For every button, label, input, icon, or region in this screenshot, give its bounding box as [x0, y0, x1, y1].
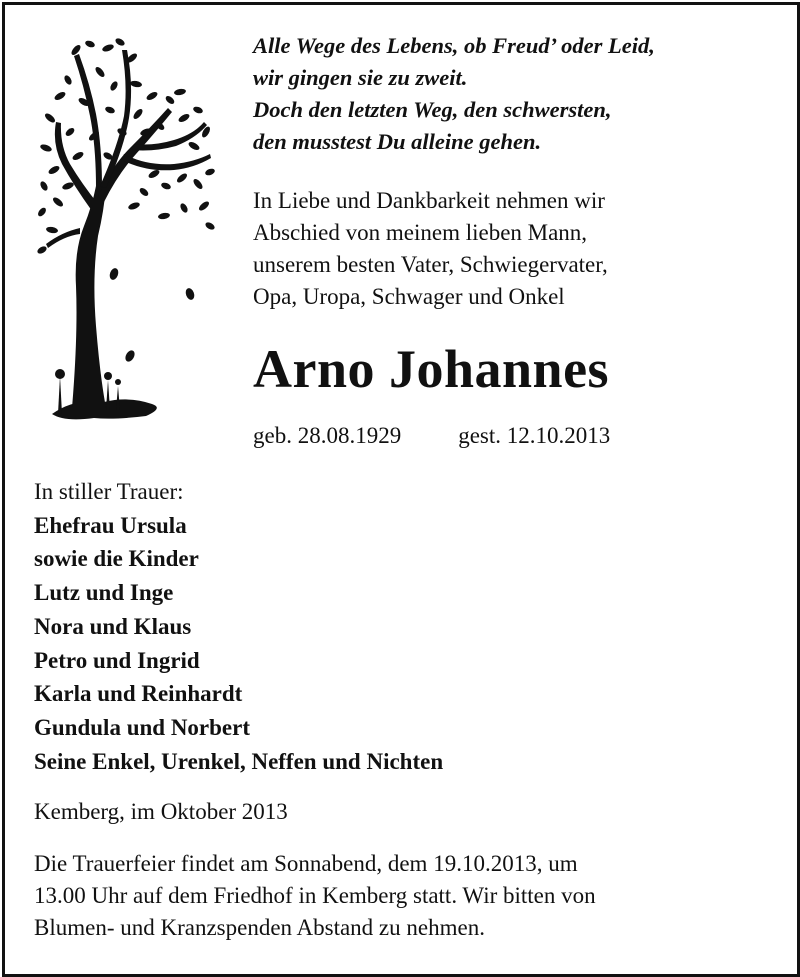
poem-line: den musstest Du alleine gehen. — [253, 129, 542, 154]
place-date: Kemberg, im Oktober 2013 — [34, 799, 288, 824]
intro-block — [253, 185, 608, 313]
poem-line: Doch den letzten Weg, den schwersten, — [253, 97, 612, 122]
intro-line: Abschied von meinem lieben Mann, — [253, 220, 588, 245]
mourners-block — [34, 475, 443, 778]
funeral-notice — [34, 848, 596, 944]
poem-line: wir gingen sie zu zweit. — [253, 65, 468, 90]
funeral-line: Die Trauerfeier findet am Sonnabend, dem 19.10.2013, um — [34, 851, 578, 876]
funeral-line: Blumen- und Kranzspenden Abstand zu nehmen. — [34, 915, 485, 940]
mourners-heading: In stiller Trauer: — [34, 479, 184, 504]
poem-block — [253, 30, 655, 158]
deceased-name: Arno Johannes — [253, 339, 610, 399]
birth-date: geb. 28.08.1929 — [253, 423, 402, 448]
tree-silhouette-icon — [34, 36, 224, 446]
mourner-name: Lutz und Inge — [34, 580, 174, 606]
mourner-name: Gundula und Norbert — [34, 714, 251, 740]
mourner-name: sowie die Kinder — [34, 546, 199, 572]
intro-line: unserem besten Vater, Schwiegervater, — [253, 252, 608, 277]
funeral-line: 13.00 Uhr auf dem Friedhof in Kemberg statt. Wir bitten von — [34, 883, 596, 908]
life-dates — [253, 420, 610, 452]
poem-line: Alle Wege des Lebens, ob Freud’ oder Leid, — [253, 33, 655, 58]
mourner-name: Ehefrau Ursula — [34, 512, 187, 538]
mourner-name: Petro und Ingrid — [34, 647, 200, 673]
intro-line: Opa, Uropa, Schwager und Onkel — [253, 284, 565, 309]
death-date: gest. 12.10.2013 — [458, 423, 611, 448]
mourner-name: Karla und Reinhardt — [34, 681, 243, 707]
mourner-name: Nora und Klaus — [34, 613, 192, 639]
intro-line: In Liebe und Dankbarkeit nehmen wir — [253, 188, 605, 213]
mourner-name: Seine Enkel, Urenkel, Neffen und Nichten — [34, 748, 444, 774]
